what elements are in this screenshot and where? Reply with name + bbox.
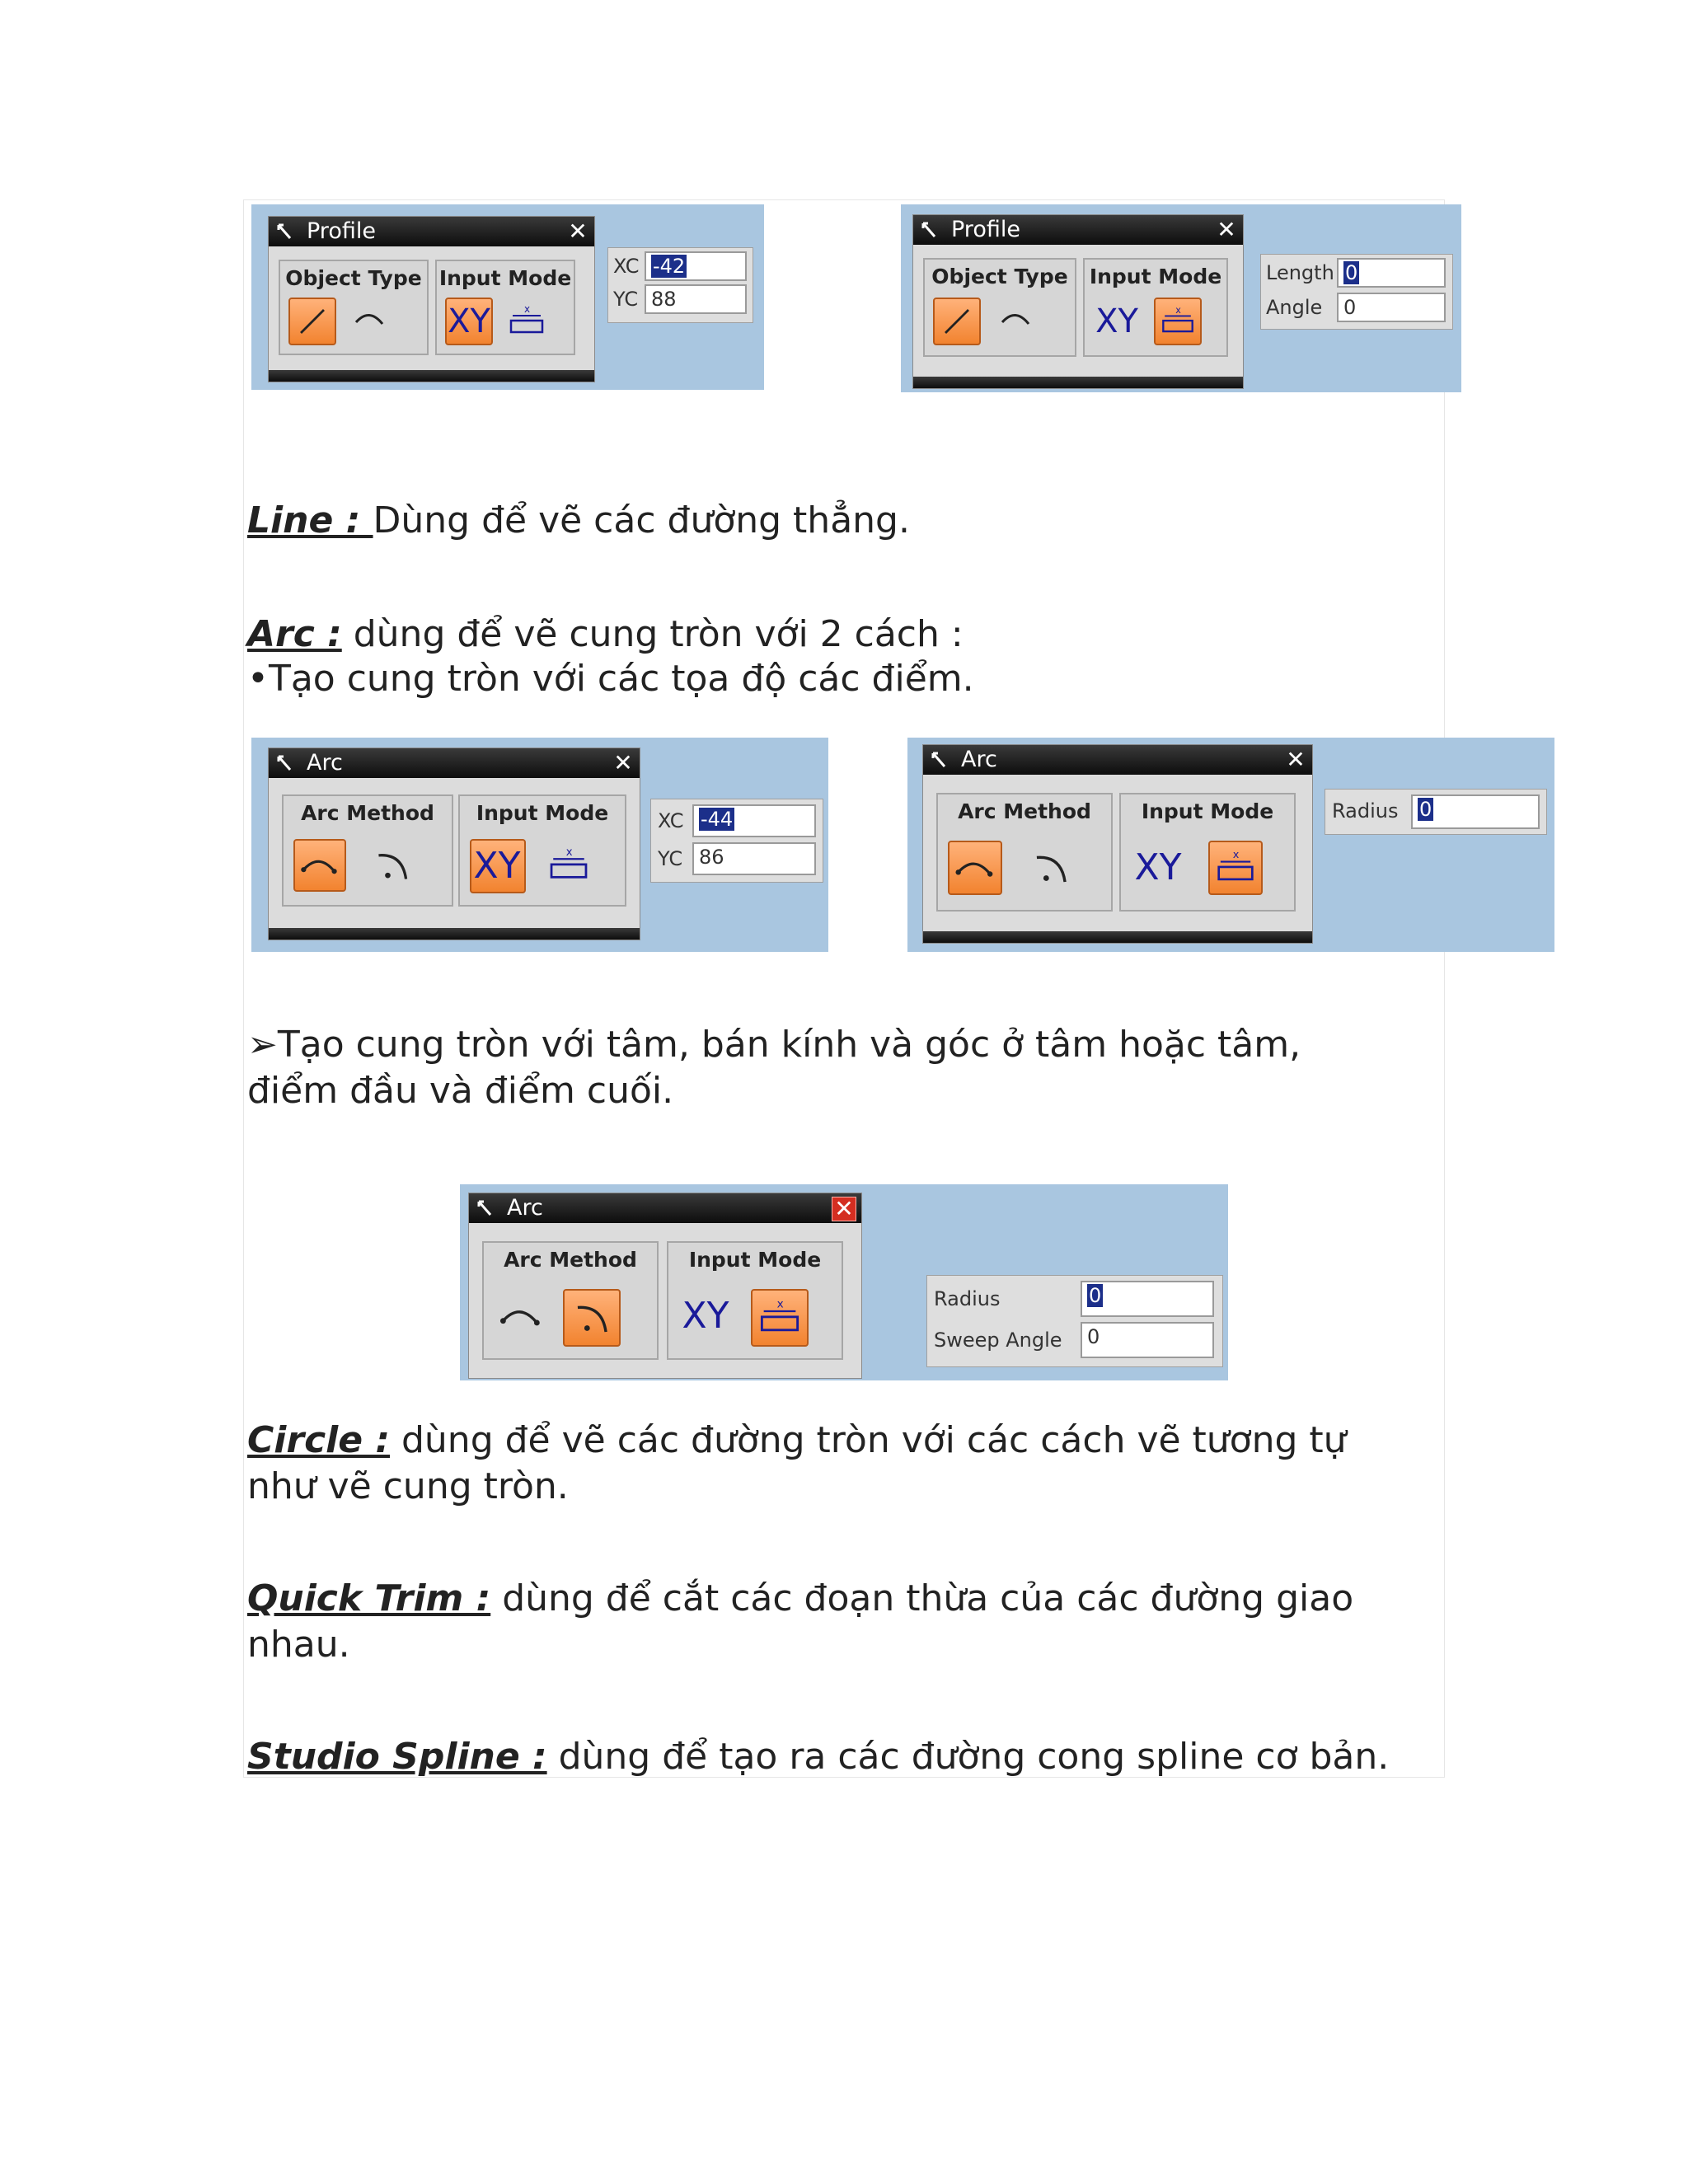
coordinate-panel bbox=[607, 247, 753, 323]
dialog-titlebar[interactable] bbox=[913, 215, 1243, 245]
arc-bullet-1: •Tạo cung tròn với các tọa độ các điểm. bbox=[247, 658, 974, 700]
input-mode-group bbox=[1119, 793, 1296, 912]
xc-input[interactable]: -44 bbox=[692, 804, 816, 837]
circle-paragraph-line-2: như vẽ cung tròn. bbox=[247, 1465, 569, 1507]
group-label: Arc Method bbox=[301, 801, 434, 825]
yc-input[interactable]: 88 bbox=[645, 284, 747, 314]
screenshot-arc-xy bbox=[251, 738, 828, 952]
coordinate-mode-button[interactable] bbox=[445, 298, 493, 345]
coordinate-mode-button[interactable] bbox=[470, 839, 526, 893]
parameter-mode-icon[interactable] bbox=[751, 1289, 809, 1347]
arc-dialog bbox=[922, 744, 1313, 944]
close-icon[interactable]: ✕ bbox=[832, 1197, 856, 1221]
pin-icon[interactable] bbox=[275, 753, 293, 773]
center-arc-icon[interactable] bbox=[1024, 841, 1078, 895]
group-label: Object Type bbox=[285, 266, 422, 290]
radius-label: Radius bbox=[934, 1287, 1001, 1310]
profile-dialog bbox=[912, 214, 1244, 389]
parameter-mode-icon[interactable] bbox=[1208, 841, 1263, 895]
radius-input[interactable]: 0 bbox=[1411, 794, 1540, 829]
length-angle-panel bbox=[1260, 254, 1453, 330]
sweep-angle-input[interactable]: 0 bbox=[1081, 1322, 1214, 1358]
dialog-title: Profile bbox=[307, 218, 376, 244]
pin-icon[interactable] bbox=[476, 1198, 494, 1218]
svg-text:x: x bbox=[1232, 849, 1240, 862]
svg-text:x: x bbox=[776, 1297, 784, 1311]
group-label: Input Mode bbox=[688, 1248, 822, 1272]
length-input[interactable]: 0 bbox=[1337, 258, 1446, 288]
object-type-group bbox=[923, 258, 1076, 357]
screenshot-arc-sweep bbox=[460, 1184, 1228, 1380]
group-label: Input Mode bbox=[1089, 265, 1222, 288]
dialog-titlebar[interactable] bbox=[269, 217, 594, 246]
dialog-footer bbox=[913, 377, 1243, 388]
group-label: Arc Method bbox=[958, 799, 1091, 823]
yc-label: YC bbox=[613, 288, 639, 311]
group-label: Input Mode bbox=[1141, 799, 1274, 823]
close-icon[interactable]: ✕ bbox=[613, 749, 633, 776]
yc-label: YC bbox=[658, 847, 683, 870]
angle-input[interactable]: 0 bbox=[1337, 293, 1446, 322]
dialog-footer bbox=[923, 931, 1312, 943]
studio-spline-paragraph bbox=[247, 1734, 1389, 1780]
quick-trim-paragraph-line-2: nhau. bbox=[247, 1624, 350, 1666]
screenshot-profile-xy bbox=[251, 204, 764, 390]
dialog-footer bbox=[269, 928, 640, 940]
input-mode-group bbox=[458, 794, 626, 907]
input-mode-group bbox=[435, 260, 575, 355]
arc-dialog bbox=[468, 1193, 862, 1379]
line-description: Dùng để vẽ các đường thẳng. bbox=[373, 499, 910, 541]
arc-term: Arc : bbox=[247, 613, 342, 655]
coordinate-mode-button[interactable] bbox=[1131, 841, 1185, 895]
dialog-titlebar[interactable] bbox=[923, 745, 1312, 775]
quick-trim-description: dùng để cắt các đoạn thừa của các đường giao bbox=[490, 1577, 1354, 1619]
yc-input[interactable]: 86 bbox=[692, 842, 816, 875]
radius-label: Radius bbox=[1332, 799, 1399, 823]
radius-input[interactable]: 0 bbox=[1081, 1281, 1214, 1317]
arc-icon[interactable] bbox=[992, 298, 1040, 345]
pin-icon[interactable] bbox=[275, 222, 293, 241]
quick-trim-term: Quick Trim : bbox=[247, 1577, 491, 1619]
center-arc-icon[interactable] bbox=[563, 1289, 621, 1347]
screenshot-profile-length bbox=[901, 204, 1461, 392]
dialog-footer bbox=[269, 370, 594, 382]
dialog-title: Arc bbox=[507, 1195, 543, 1221]
arc-bullet-2-line-1: ➢Tạo cung tròn với tâm, bán kính và góc ở tâm hoặc tâm, bbox=[247, 1024, 1301, 1066]
three-point-arc-icon[interactable] bbox=[494, 1289, 548, 1343]
arc-bullet-2-line-2: điểm đầu và điểm cuối. bbox=[247, 1070, 674, 1112]
line-icon[interactable] bbox=[288, 298, 336, 345]
parameter-mode-icon[interactable] bbox=[503, 298, 551, 345]
arc-method-group bbox=[482, 1241, 659, 1360]
dialog-titlebar[interactable] bbox=[269, 748, 640, 778]
sweep-angle-label: Sweep Angle bbox=[934, 1329, 1062, 1352]
three-point-arc-icon[interactable] bbox=[293, 839, 346, 892]
object-type-group bbox=[279, 260, 429, 355]
three-point-arc-icon[interactable] bbox=[948, 841, 1002, 895]
arc-icon[interactable] bbox=[346, 298, 394, 345]
quick-trim-paragraph bbox=[247, 1576, 1353, 1622]
input-mode-group bbox=[667, 1241, 843, 1360]
close-icon[interactable]: ✕ bbox=[1286, 746, 1306, 773]
length-label: Length bbox=[1266, 261, 1334, 284]
pin-icon[interactable] bbox=[920, 220, 938, 240]
svg-text:x: x bbox=[524, 303, 531, 315]
arc-description: dùng để vẽ cung tròn với 2 cách : bbox=[341, 613, 964, 655]
circle-term: Circle : bbox=[247, 1419, 390, 1461]
xy-label: XY bbox=[448, 302, 490, 340]
pin-icon[interactable] bbox=[930, 750, 948, 770]
xy-label: XY bbox=[682, 1295, 729, 1337]
arc-method-group bbox=[936, 793, 1113, 912]
xc-label: XC bbox=[613, 255, 640, 278]
angle-label: Angle bbox=[1266, 296, 1323, 319]
line-term: Line : bbox=[247, 499, 373, 541]
studio-spline-term: Studio Spline : bbox=[247, 1736, 547, 1778]
arc-dialog bbox=[268, 748, 640, 940]
xc-input[interactable]: -42 bbox=[645, 251, 747, 281]
parameter-mode-icon[interactable] bbox=[1154, 298, 1202, 345]
arc-paragraph bbox=[247, 612, 964, 658]
coordinate-panel bbox=[650, 799, 823, 883]
radius-sweep-panel bbox=[926, 1275, 1223, 1367]
screenshot-arc-radius bbox=[907, 738, 1554, 952]
radius-panel bbox=[1325, 789, 1547, 835]
close-icon[interactable]: ✕ bbox=[1217, 216, 1236, 243]
dialog-title: Arc bbox=[961, 747, 997, 772]
xy-label: XY bbox=[1134, 846, 1182, 888]
svg-text:x: x bbox=[1175, 304, 1181, 316]
parameter-mode-icon[interactable] bbox=[542, 839, 595, 892]
group-label: Object Type bbox=[931, 265, 1068, 288]
arc-method-group bbox=[282, 794, 453, 907]
studio-spline-description: dùng để tạo ra các đường cong spline cơ bản. bbox=[546, 1736, 1390, 1778]
input-mode-group bbox=[1083, 258, 1228, 357]
circle-paragraph bbox=[247, 1418, 1347, 1464]
coordinate-mode-button[interactable] bbox=[678, 1289, 733, 1343]
line-icon[interactable] bbox=[933, 298, 981, 345]
center-arc-icon[interactable] bbox=[366, 839, 419, 892]
dialog-title: Arc bbox=[307, 750, 343, 776]
dialog-title: Profile bbox=[951, 217, 1020, 242]
line-paragraph bbox=[247, 498, 910, 544]
group-label: Input Mode bbox=[476, 801, 609, 825]
page-frame bbox=[243, 199, 1445, 1778]
dialog-titlebar[interactable] bbox=[469, 1193, 861, 1223]
group-label: Arc Method bbox=[504, 1248, 637, 1272]
circle-description: dùng để vẽ các đường tròn với các cách vẽ tương tự bbox=[390, 1419, 1347, 1461]
close-icon[interactable]: ✕ bbox=[568, 218, 588, 245]
xy-label: XY bbox=[1095, 302, 1138, 340]
svg-text:x: x bbox=[565, 846, 573, 859]
xy-label: XY bbox=[473, 845, 521, 887]
xc-label: XC bbox=[658, 809, 684, 832]
group-label: Input Mode bbox=[438, 266, 572, 290]
profile-dialog bbox=[268, 216, 595, 382]
coordinate-mode-button[interactable] bbox=[1093, 298, 1141, 345]
